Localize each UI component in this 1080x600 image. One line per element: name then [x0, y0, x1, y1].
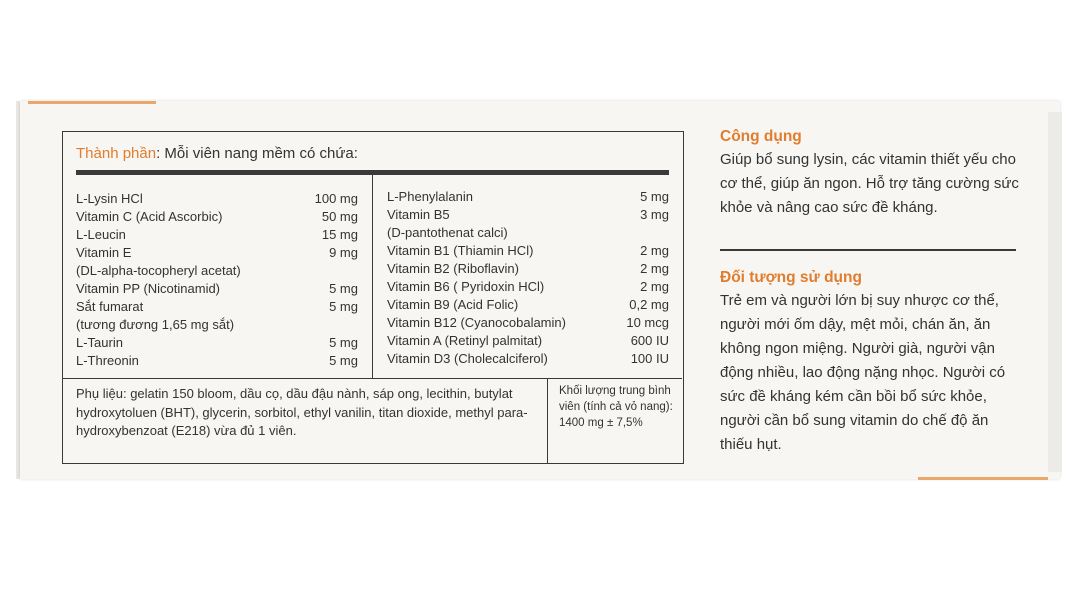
ingredient-name: (D-pantothenat calci)	[387, 225, 508, 240]
ingredient-name: Vitamin E	[76, 245, 132, 260]
ingredient-amount: 5 mg	[329, 299, 358, 314]
ingredient-name: (tương đương 1,65 mg sắt)	[76, 317, 235, 332]
ingredient-amount: 50 mg	[321, 209, 358, 224]
ingredient-name: L-Threonin	[76, 353, 139, 368]
usage-title: Công dụng	[720, 128, 802, 145]
ingredient-name: (DL-alpha-tocopheryl acetat)	[76, 263, 241, 278]
ingredients-title	[76, 145, 358, 162]
ingredient-item	[76, 262, 358, 280]
ingredient-amount: 15 mg	[321, 227, 358, 242]
usage-text: Giúp bổ sung lysin, các vitamin thiết yếu cho cơ thể, giúp ăn ngon. Hỗ trợ tăng cường sức khỏe và nâng cao sức đề kháng.	[720, 151, 1019, 216]
ingredient-name: Vitamin A (Retinyl palmitat)	[387, 333, 543, 348]
ingredient-amount: 5 mg	[329, 353, 358, 368]
ingredient-amount: 100 IU	[630, 351, 669, 366]
ingredient-amount: 10 mcg	[626, 315, 669, 330]
ingredient-name: Vitamin B6 ( Pyridoxin HCl)	[387, 279, 545, 294]
ingredient-name: Vitamin PP (Nicotinamid)	[76, 281, 221, 296]
ingredient-amount: 9 mg	[329, 245, 358, 260]
ingredient-name: L-Phenylalanin	[387, 189, 474, 204]
ingredient-amount: 5 mg	[329, 281, 358, 296]
ingredient-name: Vitamin B2 (Riboflavin)	[387, 261, 519, 276]
ingredient-name: Sắt fumarat	[76, 299, 144, 314]
ingredient-amount: 2 mg	[640, 279, 669, 294]
box-right-flap	[1048, 112, 1062, 472]
ingredient-name: Vitamin B1 (Thiamin HCl)	[387, 243, 534, 258]
capsule-weight-label: Khối lượng trung bình viên (tính cả vỏ nang):	[559, 385, 673, 413]
ingredients-box	[62, 131, 684, 464]
ingredient-name: Vitamin C (Acid Ascorbic)	[76, 209, 223, 224]
ingredient-item	[76, 208, 358, 226]
ingredients-title-rest: : Mỗi viên nang mềm có chứa:	[156, 145, 358, 162]
ingredient-item	[76, 298, 358, 316]
accent-stripe-bottom	[918, 477, 1048, 480]
ingredient-item	[387, 296, 669, 314]
target-text: Trẻ em và người lớn bị suy nhược cơ thể, người mới ốm dậy, mệt mỏi, chán ăn, ăn không ngon miệng. Người già, người vận động nhiều, lao động nặng nhọc. Người có sức đề kháng kém cần bồi bổ sức khỏe, người cần bổ sung vitamin do chế độ ăn thiếu hụt.	[720, 292, 1006, 453]
ingredient-name: L-Taurin	[76, 335, 123, 350]
target-title: Đối tượng sử dụng	[720, 269, 862, 286]
ingredient-item	[76, 316, 358, 334]
ingredient-item	[387, 242, 669, 260]
ingredient-amount: 0,2 mg	[629, 297, 669, 312]
ingredient-amount: 2 mg	[640, 243, 669, 258]
ingredient-item	[76, 190, 358, 208]
capsule-weight	[559, 383, 679, 431]
ingredient-item	[387, 332, 669, 350]
ingredient-amount: 5 mg	[329, 335, 358, 350]
capsule-weight-value: 1400 mg ± 7,5%	[559, 417, 643, 429]
ingredient-name: Vitamin B9 (Acid Folic)	[387, 297, 519, 312]
ingredient-amount: 3 mg	[640, 207, 669, 222]
ingredient-item	[76, 226, 358, 244]
ingredient-name: Vitamin D3 (Cholecalciferol)	[387, 351, 548, 366]
ingredient-item	[76, 352, 358, 370]
ingredient-list-left	[76, 190, 358, 370]
ingredients-title-highlight: Thành phần	[76, 145, 157, 162]
column-divider	[372, 175, 373, 378]
excipients-text: Phụ liệu: gelatin 150 bloom, dầu cọ, dầu đậu nành, sáp ong, lecithin, butylat hydroxytoluen (BHT), glycerin, sorbitol, ethyl vanilin, titan dioxide, methyl para-hydroxybenzoat (E218) vừa đủ 1 viên.	[76, 386, 528, 438]
ingredient-item	[76, 244, 358, 262]
footer-column-divider	[547, 378, 548, 463]
accent-stripe-top	[28, 101, 156, 104]
footer-divider	[63, 378, 682, 379]
ingredient-name: Vitamin B12 (Cyanocobalamin)	[387, 315, 566, 330]
ingredient-item	[387, 278, 669, 296]
ingredient-amount: 100 mg	[314, 191, 358, 206]
usage-section	[720, 127, 1020, 220]
ingredient-name: Vitamin B5	[387, 207, 450, 222]
ingredient-item	[387, 206, 669, 224]
ingredient-amount: 600 IU	[630, 333, 669, 348]
ingredient-item	[76, 334, 358, 352]
target-section	[720, 268, 1020, 457]
ingredient-amount: 2 mg	[640, 261, 669, 276]
ingredient-item	[387, 188, 669, 206]
ingredient-name: L-Lysin HCl	[76, 191, 143, 206]
ingredient-name: L-Leucin	[76, 227, 126, 242]
ingredient-item	[387, 350, 669, 368]
ingredient-item	[76, 280, 358, 298]
ingredient-item	[387, 260, 669, 278]
ingredient-item	[387, 224, 669, 242]
ingredient-item	[387, 314, 669, 332]
section-divider	[720, 249, 1016, 251]
ingredient-list-right	[387, 188, 669, 368]
ingredient-amount: 5 mg	[640, 189, 669, 204]
